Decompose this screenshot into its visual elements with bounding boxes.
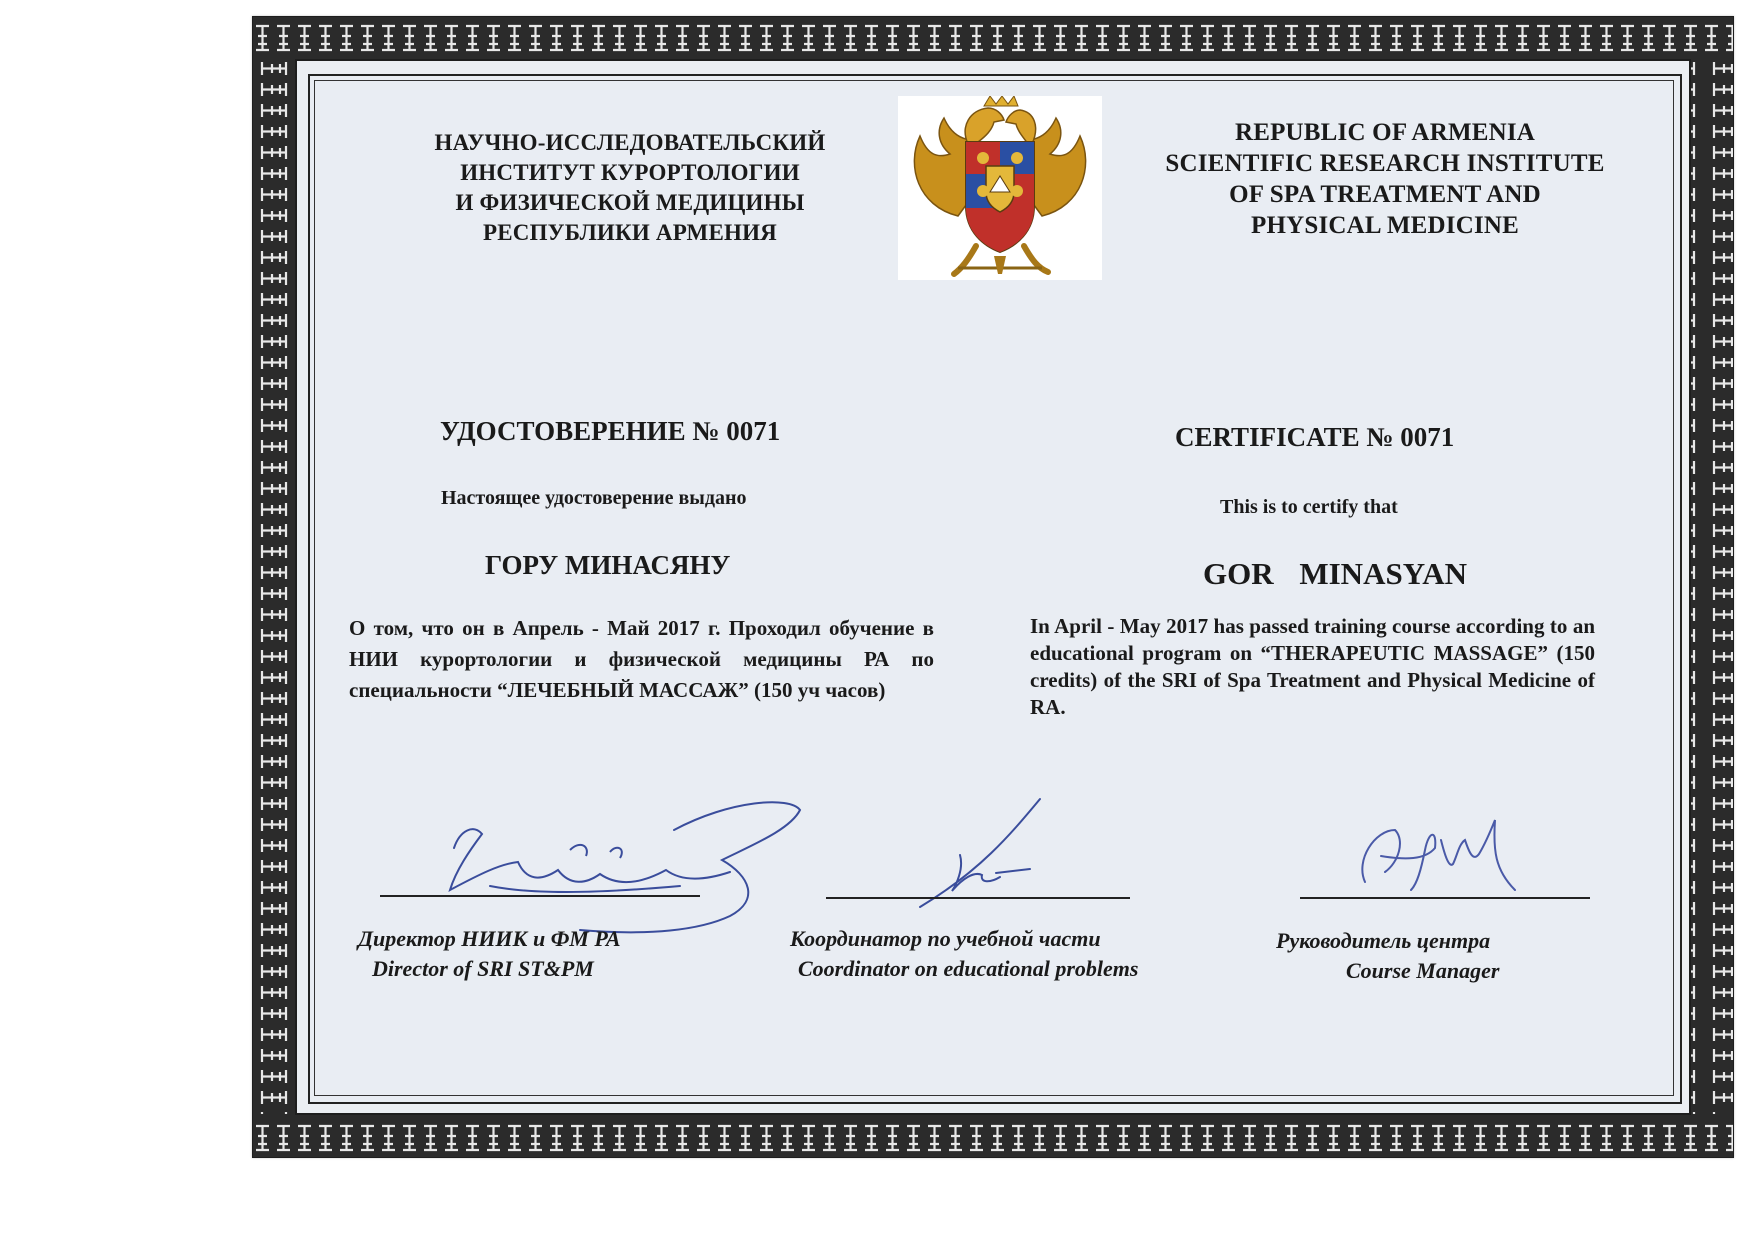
institute-name-en-line: REPUBLIC OF ARMENIA bbox=[1234, 119, 1536, 146]
signatory-role-ru: Координатор по учебной части bbox=[790, 926, 1101, 951]
coat-of-arms-icon bbox=[898, 96, 1102, 280]
director-signature-line bbox=[380, 895, 700, 897]
institute-name-ru bbox=[400, 128, 860, 248]
institute-name-ru-line: ИНСТИТУТ КУРОРТОЛОГИИ bbox=[460, 160, 800, 185]
recipient-name-ru: ГОРУ МИНАСЯНУ bbox=[485, 550, 731, 580]
signatory-role-ru: Директор НИИК и ФМ РА bbox=[358, 926, 621, 951]
signatory-role-en: Coordinator on educational problems bbox=[798, 956, 1139, 981]
recipient-name-en: GOR MINASYAN bbox=[1203, 556, 1468, 591]
issued-statement-ru: Настоящее удостоверение выдано bbox=[441, 487, 747, 509]
signatory-manager bbox=[1276, 926, 1499, 986]
signatory-role-ru: Руководитель центра bbox=[1276, 928, 1491, 953]
manager-signature-line bbox=[1300, 897, 1590, 899]
institute-name-ru-line: И ФИЗИЧЕСКОЙ МЕДИЦИНЫ bbox=[455, 190, 805, 215]
institute-name-en-line: PHYSICAL MEDICINE bbox=[1250, 212, 1520, 239]
institute-name-en bbox=[1115, 117, 1655, 241]
manager-signature bbox=[1345, 790, 1525, 900]
institute-name-en-line: OF SPA TREATMENT AND bbox=[1229, 181, 1541, 208]
signatory-coordinator bbox=[790, 924, 1138, 984]
coordinator-signature-line bbox=[826, 897, 1130, 899]
certificate-body-ru: О том, что он в Апрель - Май 2017 г. Проходил обучение в НИИ курортологии и физической медицины РА по специальности “ЛЕЧЕБНЫЙ МАССАЖ” (150 уч часов) bbox=[349, 616, 934, 702]
signatory-director bbox=[358, 924, 621, 984]
institute-name-ru-line: РЕСПУБЛИКИ АРМЕНИЯ bbox=[482, 220, 777, 245]
issued-statement-en: This is to certify that bbox=[1220, 496, 1398, 518]
coordinator-signature bbox=[900, 795, 1060, 910]
institute-name-en-line: SCIENTIFIC RESEARCH INSTITUTE bbox=[1165, 150, 1605, 177]
signatory-role-en: Course Manager bbox=[1346, 958, 1500, 983]
certificate-title-en: CERTIFICATE № 0071 bbox=[1175, 422, 1455, 452]
certificate-body-en: In April - May 2017 has passed training course according to an educational program on “THERAPEUTIC MASSAGE” (150 credits) of the SRI of Spa Treatment and Physical Medicine of RA. bbox=[1030, 614, 1595, 719]
signatory-role-en: Director of SRI ST&PM bbox=[372, 956, 594, 981]
director-signature bbox=[430, 790, 810, 940]
certificate-title-ru: УДОСТОВЕРЕНИЕ № 0071 bbox=[440, 416, 781, 446]
institute-name-ru-line: НАУЧНО-ИССЛЕДОВАТЕЛЬСКИЙ bbox=[434, 130, 826, 155]
